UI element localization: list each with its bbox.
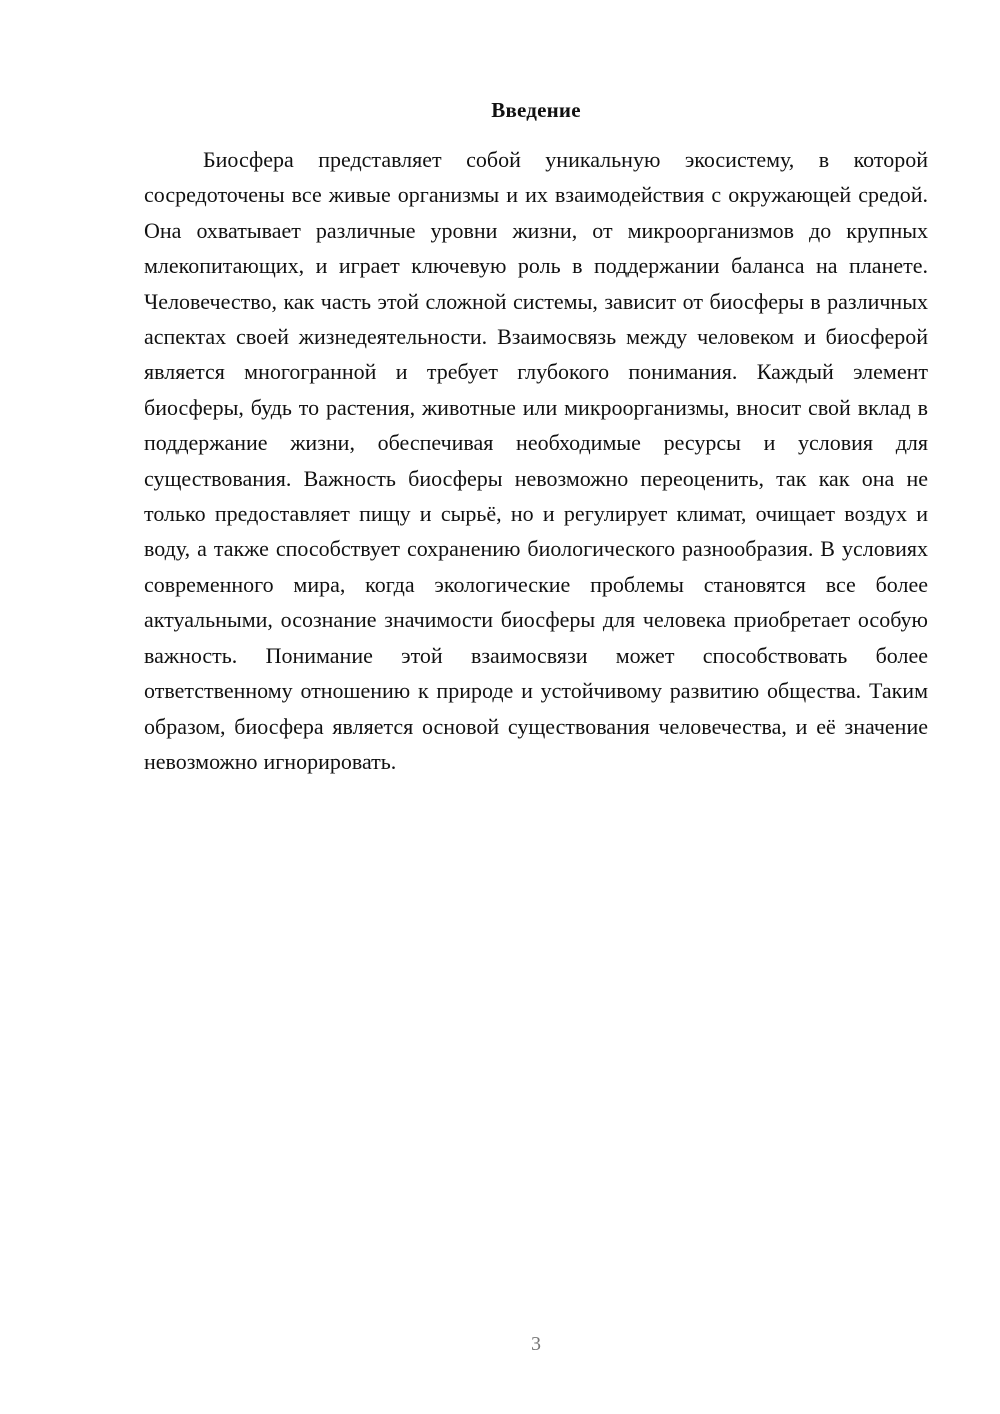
section-heading: Введение [491, 98, 581, 122]
page-number: 3 [531, 1333, 541, 1355]
body-paragraph: Биосфера представляет собой уникальную экосистему, в которой сосредоточены все живые организмы и их взаимодействия с окружающей средой. Она охватывает различные уровни жизни, от микроорганизмов до крупных млекопитающих, и играет ключевую роль в поддержании баланса на планете. Человечество, как часть этой сложной системы, зависит от биосферы в различных аспектах своей жизнедеятельности. Взаимосвязь между человеком и биосферой является многогранной и требует глубокого понимания. Каждый элемент биосферы, будь то растения, животные или микроорганизмы, вносит свой вклад в поддержание жизни, обеспечивая необходимые ресурсы и условия для существования. Важность биосферы невозможно переоценить, так как она не только предоставляет пищу и сырьё, но и регулирует климат, очищает воздух и воду, а также способствует сохранению биологического разнообразия. В условиях современного мира, когда экологические проблемы становятся все более актуальными, осознание значимости биосферы для человека приобретает особую важность. Понимание этой взаимосвязи может способствовать более ответственному отношению к природе и устойчивому развитию общества. Таким образом, биосфера является основой существования человечества, и её значение невозможно игнорировать. [144, 147, 928, 774]
